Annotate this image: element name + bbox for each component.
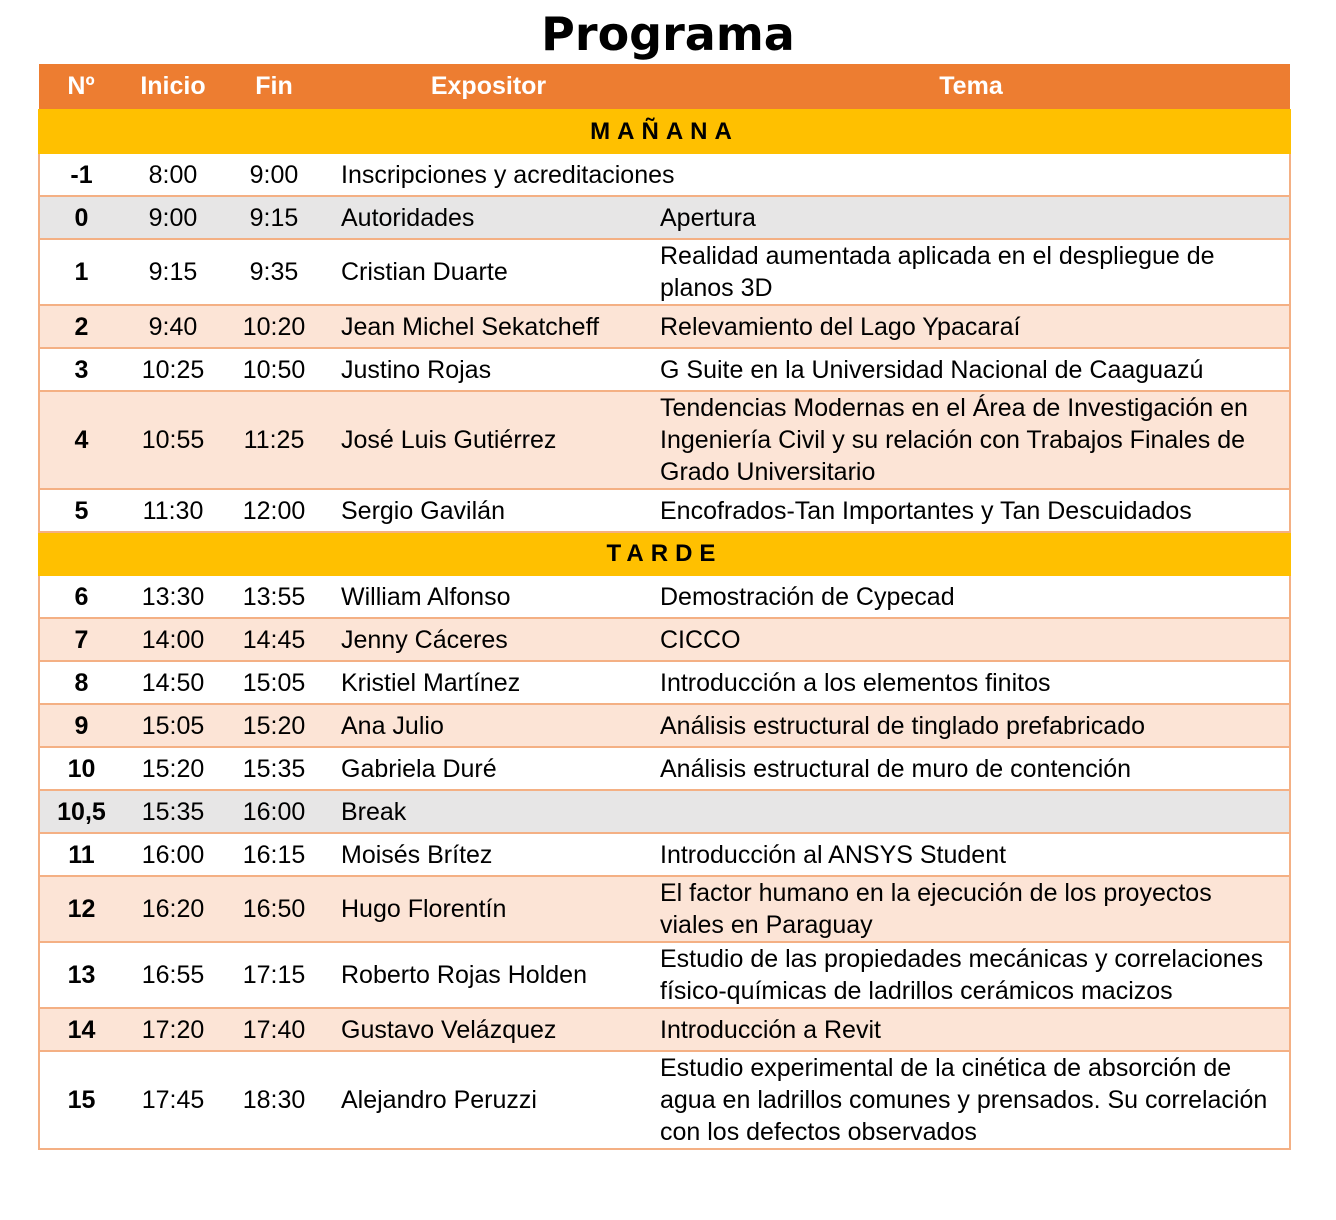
row-speaker: José Luis Gutiérrez — [325, 391, 652, 489]
row-topic: Introducción al ANSYS Student — [652, 833, 1290, 876]
table-row — [39, 661, 1290, 704]
row-speaker: Gabriela Duré — [325, 747, 652, 790]
row-start-time: 9:00 — [123, 196, 223, 239]
row-speaker: Hugo Florentín — [325, 876, 652, 942]
table-row — [39, 239, 1290, 305]
row-end-time: 12:00 — [223, 489, 325, 532]
session-row-tarde — [39, 532, 1290, 575]
table-row — [39, 153, 1290, 196]
table-row — [39, 196, 1290, 239]
row-topic: El factor humano en la ejecución de los proyectos viales en Paraguay — [652, 876, 1290, 942]
row-start-time: 9:40 — [123, 305, 223, 348]
table-row — [39, 391, 1290, 489]
header-tema: Tema — [652, 64, 1290, 110]
row-speaker: Ana Julio — [325, 704, 652, 747]
row-topic: Demostración de Cypecad — [652, 575, 1290, 618]
row-end-time: 17:15 — [223, 942, 325, 1008]
row-end-time: 9:00 — [223, 153, 325, 196]
session-row-manana — [39, 110, 1290, 153]
row-topic: Tendencias Modernas en el Área de Investigación en Ingeniería Civil y su relación con Trabajos Finales de Grado Universitario — [652, 391, 1290, 489]
row-end-time: 17:40 — [223, 1008, 325, 1051]
row-speaker: Alejandro Peruzzi — [325, 1051, 652, 1149]
table-row — [39, 1008, 1290, 1051]
row-topic — [652, 790, 1290, 833]
table-row — [39, 704, 1290, 747]
row-number: 14 — [39, 1008, 123, 1051]
row-topic: CICCO — [652, 618, 1290, 661]
row-start-time: 16:20 — [123, 876, 223, 942]
row-number: 12 — [39, 876, 123, 942]
row-end-time: 13:55 — [223, 575, 325, 618]
row-speaker: Justino Rojas — [325, 348, 652, 391]
row-number: 1 — [39, 239, 123, 305]
row-topic: Introducción a los elementos finitos — [652, 661, 1290, 704]
row-end-time: 15:20 — [223, 704, 325, 747]
row-number: 13 — [39, 942, 123, 1008]
row-topic: Apertura — [652, 196, 1290, 239]
row-topic: Encofrados-Tan Importantes y Tan Descuidados — [652, 489, 1290, 532]
header-fin: Fin — [223, 64, 325, 110]
row-end-time: 16:15 — [223, 833, 325, 876]
header-expositor: Expositor — [325, 64, 652, 110]
row-start-time: 17:45 — [123, 1051, 223, 1149]
row-number: -1 — [39, 153, 123, 196]
row-topic: Análisis estructural de tinglado prefabricado — [652, 704, 1290, 747]
row-speaker: Kristiel Martínez — [325, 661, 652, 704]
row-start-time: 16:00 — [123, 833, 223, 876]
table-row — [39, 1051, 1290, 1149]
row-number: 4 — [39, 391, 123, 489]
row-number: 7 — [39, 618, 123, 661]
row-number: 2 — [39, 305, 123, 348]
page-title: Programa — [541, 7, 795, 61]
row-topic: Análisis estructural de muro de contención — [652, 747, 1290, 790]
row-start-time: 15:05 — [123, 704, 223, 747]
table-row — [39, 489, 1290, 532]
session-label-manana: MAÑANA — [39, 110, 1290, 153]
row-start-time: 13:30 — [123, 575, 223, 618]
table-row — [39, 942, 1290, 1008]
table-row — [39, 618, 1290, 661]
row-speaker: Autoridades — [325, 196, 652, 239]
row-speaker: Roberto Rojas Holden — [325, 942, 652, 1008]
row-end-time: 9:15 — [223, 196, 325, 239]
row-start-time: 10:55 — [123, 391, 223, 489]
header-no: Nº — [39, 64, 123, 110]
table-row — [39, 348, 1290, 391]
row-number: 0 — [39, 196, 123, 239]
row-end-time: 16:50 — [223, 876, 325, 942]
row-end-time: 15:35 — [223, 747, 325, 790]
row-speaker: Gustavo Velázquez — [325, 1008, 652, 1051]
row-speaker: Jean Michel Sekatcheff — [325, 305, 652, 348]
row-speaker: William Alfonso — [325, 575, 652, 618]
row-end-time: 15:05 — [223, 661, 325, 704]
table-header-row — [39, 64, 1290, 110]
row-start-time: 10:25 — [123, 348, 223, 391]
table-row — [39, 833, 1290, 876]
row-speaker: Moisés Brítez — [325, 833, 652, 876]
row-start-time: 15:35 — [123, 790, 223, 833]
row-number: 15 — [39, 1051, 123, 1149]
row-start-time: 14:50 — [123, 661, 223, 704]
table-row — [39, 876, 1290, 942]
row-start-time: 8:00 — [123, 153, 223, 196]
row-end-time: 18:30 — [223, 1051, 325, 1149]
row-topic: Relevamiento del Lago Ypacaraí — [652, 305, 1290, 348]
row-topic — [652, 153, 1290, 196]
table-row — [39, 575, 1290, 618]
session-label-tarde: TARDE — [39, 532, 1290, 575]
row-end-time: 14:45 — [223, 618, 325, 661]
row-topic: Realidad aumentada aplicada en el despliegue de planos 3D — [652, 239, 1290, 305]
table-row — [39, 790, 1290, 833]
row-number: 3 — [39, 348, 123, 391]
row-number: 6 — [39, 575, 123, 618]
row-end-time: 16:00 — [223, 790, 325, 833]
row-speaker: Break — [325, 790, 652, 833]
table-row — [39, 747, 1290, 790]
row-topic: Estudio de las propiedades mecánicas y correlaciones físico-químicas de ladrillos cerámicos macizos — [652, 942, 1290, 1008]
row-number: 8 — [39, 661, 123, 704]
row-number: 5 — [39, 489, 123, 532]
row-start-time: 16:55 — [123, 942, 223, 1008]
header-inicio: Inicio — [123, 64, 223, 110]
row-end-time: 10:50 — [223, 348, 325, 391]
row-topic: Estudio experimental de la cinética de absorción de agua en ladrillos comunes y prensados. Su correlación con los defectos observados — [652, 1051, 1290, 1149]
row-end-time: 10:20 — [223, 305, 325, 348]
row-topic: G Suite en la Universidad Nacional de Caaguazú — [652, 348, 1290, 391]
row-speaker: Cristian Duarte — [325, 239, 652, 305]
row-number: 11 — [39, 833, 123, 876]
row-number: 10 — [39, 747, 123, 790]
row-end-time: 11:25 — [223, 391, 325, 489]
row-speaker: Jenny Cáceres — [325, 618, 652, 661]
row-topic: Introducción a Revit — [652, 1008, 1290, 1051]
row-number: 10,5 — [39, 790, 123, 833]
table-row — [39, 305, 1290, 348]
row-start-time: 14:00 — [123, 618, 223, 661]
row-start-time: 11:30 — [123, 489, 223, 532]
row-speaker: Sergio Gavilán — [325, 489, 652, 532]
row-start-time: 15:20 — [123, 747, 223, 790]
row-start-time: 17:20 — [123, 1008, 223, 1051]
row-speaker: Inscripciones y acreditaciones — [325, 153, 652, 196]
row-number: 9 — [39, 704, 123, 747]
row-start-time: 9:15 — [123, 239, 223, 305]
program-table — [38, 64, 1291, 1150]
row-end-time: 9:35 — [223, 239, 325, 305]
